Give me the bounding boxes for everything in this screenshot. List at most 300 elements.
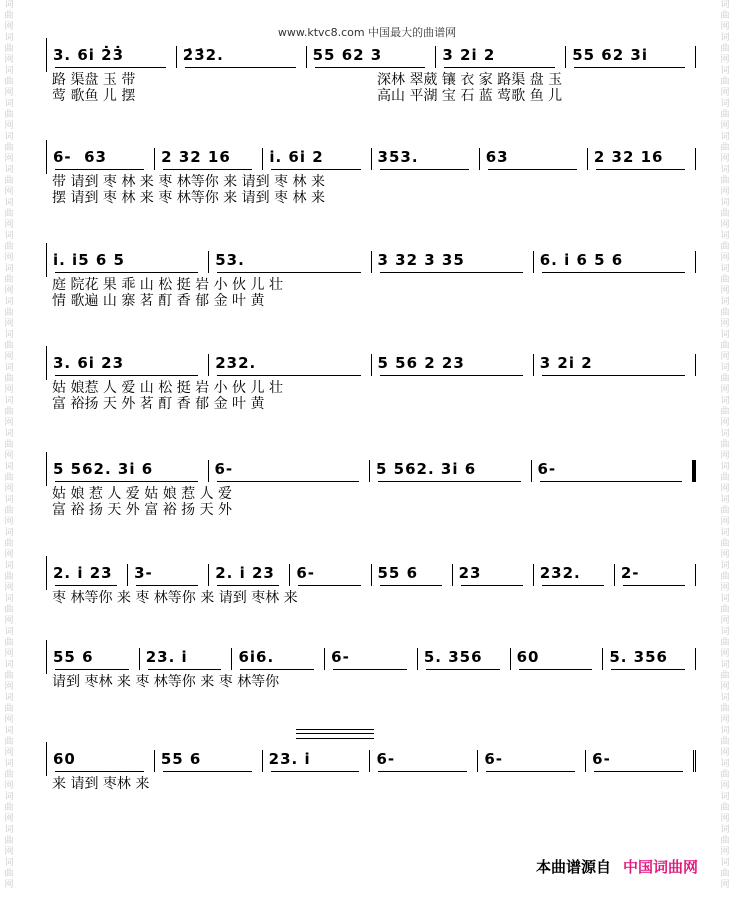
watermark-glyph: 网 (4, 55, 14, 65)
watermark-glyph: 网 (4, 418, 14, 428)
measure (325, 648, 418, 670)
measure (47, 251, 209, 273)
measure (534, 564, 615, 586)
lyric-text: 莺 歌鱼 儿 摆 (52, 88, 136, 104)
measure-notes: 6- (537, 460, 557, 478)
left-watermark (2, 0, 16, 905)
watermark-glyph: 曲 (720, 440, 730, 450)
watermark-glyph: 词 (720, 858, 730, 868)
measure-notes: 5. 356 (609, 648, 668, 666)
watermark-glyph: 词 (720, 429, 730, 439)
measure-notes: 3- (134, 564, 153, 582)
measure (47, 648, 140, 670)
beam-underline (163, 771, 252, 772)
watermark-glyph: 词 (720, 33, 730, 43)
watermark-glyph: 网 (4, 715, 14, 725)
beam-underline (55, 585, 117, 586)
lyric-text: 庭 院花 果 乖 山 松 挺 岩 小 伙 儿 壮 (52, 277, 283, 293)
watermark-glyph: 词 (720, 363, 730, 373)
watermark-glyph: 网 (4, 847, 14, 857)
watermark-glyph: 曲 (720, 836, 730, 846)
watermark-glyph: 网 (4, 484, 14, 494)
measure (370, 750, 478, 772)
watermark-glyph: 词 (4, 132, 14, 142)
beam-underline (55, 272, 198, 273)
watermark-glyph: 曲 (720, 704, 730, 714)
measure (532, 460, 697, 482)
note-row (46, 452, 696, 486)
measure (511, 648, 604, 670)
watermark-glyph: 曲 (4, 209, 14, 219)
score-system (46, 38, 696, 104)
watermark-glyph: 词 (4, 825, 14, 835)
measure (47, 564, 128, 586)
measure (155, 750, 263, 772)
beam-underline (378, 771, 467, 772)
measure-notes: 6- (484, 750, 503, 768)
watermark-glyph: 曲 (720, 44, 730, 54)
beam-underline (542, 375, 685, 376)
watermark-glyph: 曲 (4, 308, 14, 318)
measure (263, 148, 371, 170)
measure (263, 750, 371, 772)
measure (372, 354, 534, 376)
watermark-glyph: 曲 (4, 869, 14, 879)
watermark-glyph: 网 (720, 22, 730, 32)
lyric-text: 姑 娘惹 人 爱 山 松 挺 岩 小 伙 儿 壮 (52, 380, 283, 396)
watermark-glyph: 曲 (4, 11, 14, 21)
watermark-glyph: 网 (720, 517, 730, 527)
beam-underline (380, 169, 469, 170)
watermark-glyph: 词 (4, 429, 14, 439)
measure-notes: 2. i 23 (53, 564, 113, 582)
measure-notes: 353. (377, 148, 419, 166)
watermark-glyph: 曲 (4, 704, 14, 714)
measure-notes: 55 6 (53, 648, 94, 666)
measure-notes: 6. i 6 5 6 (539, 251, 624, 269)
watermark-glyph: 曲 (4, 506, 14, 516)
watermark-glyph: 词 (4, 693, 14, 703)
watermark-glyph: 曲 (720, 473, 730, 483)
watermark-glyph: 词 (720, 198, 730, 208)
watermark-glyph: 曲 (4, 803, 14, 813)
score-system (46, 742, 696, 792)
watermark-glyph: 曲 (4, 341, 14, 351)
measure-notes: 53. (215, 251, 245, 269)
lyric-text: 枣 林等你 来 枣 林等你 来 请到 枣林 来 (52, 590, 298, 606)
note-row (46, 243, 696, 277)
watermark-glyph: 网 (4, 187, 14, 197)
watermark-glyph: 词 (720, 264, 730, 274)
beam-underline (486, 771, 575, 772)
watermark-glyph: 词 (4, 33, 14, 43)
measure (47, 460, 209, 482)
watermark-glyph: 词 (720, 165, 730, 175)
score-system (46, 346, 696, 412)
watermark-glyph: 词 (4, 0, 14, 10)
watermark-glyph: 曲 (4, 737, 14, 747)
watermark-glyph: 曲 (720, 539, 730, 549)
watermark-glyph: 词 (4, 726, 14, 736)
measure (372, 564, 453, 586)
watermark-glyph: 词 (4, 792, 14, 802)
watermark-glyph: 曲 (4, 374, 14, 384)
beam-underline (55, 771, 144, 772)
measure (140, 648, 233, 670)
watermark-glyph: 曲 (720, 143, 730, 153)
measure (534, 251, 696, 273)
watermark-glyph: 网 (4, 517, 14, 527)
measure (209, 460, 371, 482)
watermark-glyph: 网 (4, 286, 14, 296)
measure (370, 460, 532, 482)
watermark-glyph: 词 (720, 231, 730, 241)
watermark-glyph: 网 (4, 451, 14, 461)
beam-underline (542, 585, 604, 586)
beam-underline (596, 169, 685, 170)
measure (209, 564, 290, 586)
beam-underline (378, 481, 521, 482)
watermark-glyph: 网 (4, 748, 14, 758)
measure (128, 564, 209, 586)
watermark-glyph: 网 (4, 814, 14, 824)
measure (534, 354, 696, 376)
score-system (46, 140, 696, 206)
measure-notes: 63 (485, 148, 509, 166)
watermark-glyph: 曲 (720, 803, 730, 813)
watermark-glyph: 网 (4, 682, 14, 692)
watermark-glyph: 网 (720, 616, 730, 626)
watermark-glyph: 网 (720, 748, 730, 758)
watermark-glyph: 词 (4, 165, 14, 175)
watermark-glyph: 网 (720, 484, 730, 494)
measure (232, 648, 325, 670)
measure-notes: 60 (516, 648, 540, 666)
watermark-glyph: 词 (720, 396, 730, 406)
watermark-glyph: 词 (4, 759, 14, 769)
watermark-glyph: 网 (720, 781, 730, 791)
measure (480, 148, 588, 170)
watermark-glyph: 曲 (720, 77, 730, 87)
watermark-glyph: 词 (720, 330, 730, 340)
watermark-glyph: 词 (4, 495, 14, 505)
watermark-glyph: 网 (720, 220, 730, 230)
source-credit (536, 856, 698, 877)
watermark-glyph: 词 (4, 462, 14, 472)
measure-notes: 2 32 16 (593, 148, 664, 166)
measure-notes: 3. 6i 2̇3̇ (53, 46, 125, 64)
watermark-glyph: 曲 (720, 737, 730, 747)
beam-underline (426, 669, 500, 670)
watermark-glyph: 曲 (4, 77, 14, 87)
lyric-text: 来 请到 枣林 来 (52, 776, 150, 792)
measure (478, 750, 586, 772)
measure (418, 648, 511, 670)
watermark-glyph: 词 (4, 66, 14, 76)
watermark-glyph: 网 (4, 22, 14, 32)
watermark-glyph: 网 (720, 451, 730, 461)
watermark-glyph: 词 (720, 660, 730, 670)
beam-underline (461, 585, 523, 586)
lyric-verse-1 (46, 486, 696, 502)
beam-underline (136, 585, 198, 586)
beam-underline (271, 771, 360, 772)
measure-notes: 3 32 3 35 (377, 251, 465, 269)
watermark-glyph: 词 (720, 561, 730, 571)
watermark-glyph: 曲 (4, 605, 14, 615)
score-system (46, 556, 696, 606)
measure-notes: 55 62 3i (572, 46, 648, 64)
watermark-glyph: 曲 (720, 407, 730, 417)
watermark-glyph: 网 (4, 385, 14, 395)
watermark-glyph: 网 (720, 154, 730, 164)
beam-underline (488, 169, 577, 170)
watermark-glyph: 网 (720, 814, 730, 824)
lyric-text: 请到 枣林 来 枣 林等你 来 枣 林等你 (52, 674, 280, 690)
watermark-glyph: 曲 (720, 506, 730, 516)
measure-notes: 23. i (268, 750, 311, 768)
beam-underline (298, 585, 360, 586)
lyric-verse-1 (46, 590, 696, 606)
beam-underline (217, 481, 360, 482)
lyric-verse-2 (46, 396, 696, 412)
note-row (46, 640, 696, 674)
watermark-glyph: 词 (4, 231, 14, 241)
watermark-glyph: 网 (720, 847, 730, 857)
watermark-glyph: 词 (4, 99, 14, 109)
beam-underline (55, 375, 198, 376)
lyric-text: 高山 平湖 宝 石 蓝 莺歌 鱼 儿 (377, 88, 563, 104)
watermark-glyph: 网 (720, 352, 730, 362)
watermark-glyph: 曲 (720, 869, 730, 879)
watermark-glyph: 曲 (4, 176, 14, 186)
watermark-glyph: 网 (720, 715, 730, 725)
watermark-glyph: 词 (720, 627, 730, 637)
lyric-text: 情 歌遍 山 寨 茗 酊 香 郁 金 叶 黄 (52, 293, 265, 309)
measure (588, 148, 696, 170)
watermark-glyph: 曲 (720, 209, 730, 219)
beam-underline (55, 169, 144, 170)
watermark-glyph: 网 (720, 187, 730, 197)
watermark-glyph: 词 (720, 594, 730, 604)
score-system (46, 243, 696, 309)
measure-notes: 232. (539, 564, 581, 582)
watermark-glyph: 词 (720, 792, 730, 802)
beam-underline (380, 585, 442, 586)
watermark-glyph: 词 (4, 396, 14, 406)
watermark-glyph: 词 (720, 66, 730, 76)
lyric-verse-1 (46, 174, 696, 190)
measure-notes: 23. i (145, 648, 188, 666)
measure-notes: 55 62 3 (312, 46, 383, 64)
watermark-glyph: 网 (4, 253, 14, 263)
watermark-glyph: 曲 (4, 407, 14, 417)
score-system (46, 640, 696, 690)
note-row (46, 140, 696, 174)
measure-notes: 3 2i 2 (442, 46, 496, 64)
watermark-glyph: 词 (4, 363, 14, 373)
lyric-text: 富 裕扬 天 外 茗 酊 香 郁 金 叶 黄 (52, 396, 265, 412)
watermark-glyph: 曲 (720, 275, 730, 285)
measure (209, 251, 371, 273)
note-row (46, 556, 696, 590)
watermark-glyph: 网 (720, 253, 730, 263)
watermark-glyph: 网 (4, 88, 14, 98)
lyric-verse-2 (46, 88, 696, 104)
beam-underline (163, 169, 252, 170)
measure-notes: 2 32 16 (161, 148, 231, 166)
measure-notes: 23 (458, 564, 482, 582)
watermark-glyph: 曲 (4, 143, 14, 153)
watermark-glyph: 曲 (720, 374, 730, 384)
beam-underline (380, 375, 523, 376)
beam-underline (611, 669, 685, 670)
lyric-verse-1 (46, 674, 696, 690)
watermark-glyph: 网 (720, 418, 730, 428)
watermark-glyph: 曲 (4, 572, 14, 582)
watermark-glyph: 网 (4, 550, 14, 560)
measure (603, 648, 696, 670)
beam-underline (380, 272, 523, 273)
watermark-glyph: 网 (720, 550, 730, 560)
measure-notes: 5 56 2 23 (377, 354, 465, 372)
beam-underline (540, 481, 683, 482)
watermark-glyph: 曲 (4, 836, 14, 846)
measure-notes: 55 6 (160, 750, 202, 768)
beam-underline (185, 67, 296, 68)
beam-underline (55, 67, 166, 68)
lyric-verse-1 (46, 277, 696, 293)
watermark-glyph: 网 (4, 352, 14, 362)
watermark-glyph: 网 (720, 88, 730, 98)
lyric-verse-1 (46, 776, 696, 792)
watermark-glyph: 曲 (4, 473, 14, 483)
measure-notes: 6i6. (238, 648, 275, 666)
measure (177, 46, 307, 68)
lyric-verse-1 (46, 380, 696, 396)
measure (47, 148, 155, 170)
watermark-glyph: 词 (4, 297, 14, 307)
measure-notes: 6- (331, 648, 350, 666)
watermark-glyph: 词 (720, 726, 730, 736)
measure-notes: 6- (592, 750, 611, 768)
watermark-glyph: 网 (720, 319, 730, 329)
watermark-glyph: 网 (4, 880, 14, 890)
measure-notes: 5 562. 3i 6 (53, 460, 154, 478)
beam-underline (574, 67, 685, 68)
watermark-glyph: 曲 (4, 110, 14, 120)
watermark-glyph: 网 (4, 220, 14, 230)
beam-underline (148, 669, 222, 670)
measure-notes: 3 2i 2 (539, 354, 593, 372)
source-name[interactable]: 中国词曲网 (622, 858, 698, 876)
note-row (46, 346, 696, 380)
watermark-glyph: 词 (4, 330, 14, 340)
site-header: www.ktvc8.com 中国最大的曲谱网 (277, 26, 457, 39)
measure (372, 251, 534, 273)
watermark-glyph: 曲 (4, 539, 14, 549)
watermark-glyph: 网 (720, 385, 730, 395)
watermark-glyph: 词 (4, 660, 14, 670)
beam-underline (55, 481, 198, 482)
watermark-glyph: 曲 (720, 308, 730, 318)
measure-notes: 3. 6i 23 (53, 354, 125, 372)
watermark-glyph: 网 (720, 121, 730, 131)
beam-underline (217, 272, 360, 273)
ending-decoration (296, 729, 374, 739)
beam-underline (333, 669, 407, 670)
watermark-glyph: 曲 (4, 275, 14, 285)
measure (155, 148, 263, 170)
watermark-glyph: 网 (720, 55, 730, 65)
lyric-text: 姑 娘 惹 人 爱 姑 娘 惹 人 爱 (52, 486, 233, 502)
measure-notes: 6- (214, 460, 234, 478)
lyric-text: 摆 请到 枣 林 来 枣 林等你 来 请到 枣 林 来 (52, 190, 325, 206)
beam-underline (271, 169, 360, 170)
watermark-glyph: 网 (4, 319, 14, 329)
lyric-verse-2 (46, 190, 696, 206)
beam-underline (623, 585, 685, 586)
watermark-glyph: 网 (720, 583, 730, 593)
measure (566, 46, 696, 68)
note-row (46, 742, 696, 776)
watermark-glyph: 网 (4, 154, 14, 164)
watermark-glyph: 网 (720, 682, 730, 692)
beam-underline (217, 585, 279, 586)
watermark-glyph: 曲 (720, 671, 730, 681)
watermark-glyph: 网 (4, 649, 14, 659)
beam-underline (315, 67, 426, 68)
watermark-glyph: 曲 (720, 572, 730, 582)
measure-notes: 6- (296, 564, 316, 582)
measure-notes: i. 6i 2 (269, 148, 324, 166)
measure-notes: 2- (620, 564, 640, 582)
measure (209, 354, 371, 376)
beam-underline (594, 771, 683, 772)
watermark-glyph: 词 (4, 858, 14, 868)
watermark-glyph: 词 (720, 0, 730, 10)
watermark-glyph: 曲 (4, 440, 14, 450)
measure-notes: 60 (53, 750, 76, 768)
watermark-glyph: 曲 (720, 638, 730, 648)
measure-notes: i. i5 6 5 (53, 251, 125, 269)
watermark-glyph: 词 (720, 462, 730, 472)
watermark-glyph: 词 (4, 528, 14, 538)
measure-notes: 232. (215, 354, 257, 372)
watermark-glyph: 曲 (720, 770, 730, 780)
measure (453, 564, 534, 586)
lyric-text: 路 渠盘 玉 带 (52, 72, 136, 88)
source-label: 本曲谱源自 (535, 858, 611, 876)
watermark-glyph: 曲 (720, 110, 730, 120)
watermark-glyph: 词 (720, 759, 730, 769)
watermark-glyph: 词 (4, 561, 14, 571)
beam-underline (217, 375, 360, 376)
watermark-glyph: 网 (720, 286, 730, 296)
beam-underline (542, 272, 685, 273)
measure (436, 46, 566, 68)
measure (615, 564, 696, 586)
lyric-verse-2 (46, 502, 696, 518)
watermark-glyph: 曲 (720, 341, 730, 351)
watermark-glyph: 网 (4, 121, 14, 131)
score-system (46, 452, 696, 518)
watermark-glyph: 词 (720, 528, 730, 538)
watermark-glyph: 词 (720, 495, 730, 505)
measure (372, 148, 480, 170)
lyric-verse-2 (46, 293, 696, 309)
watermark-glyph: 网 (720, 649, 730, 659)
